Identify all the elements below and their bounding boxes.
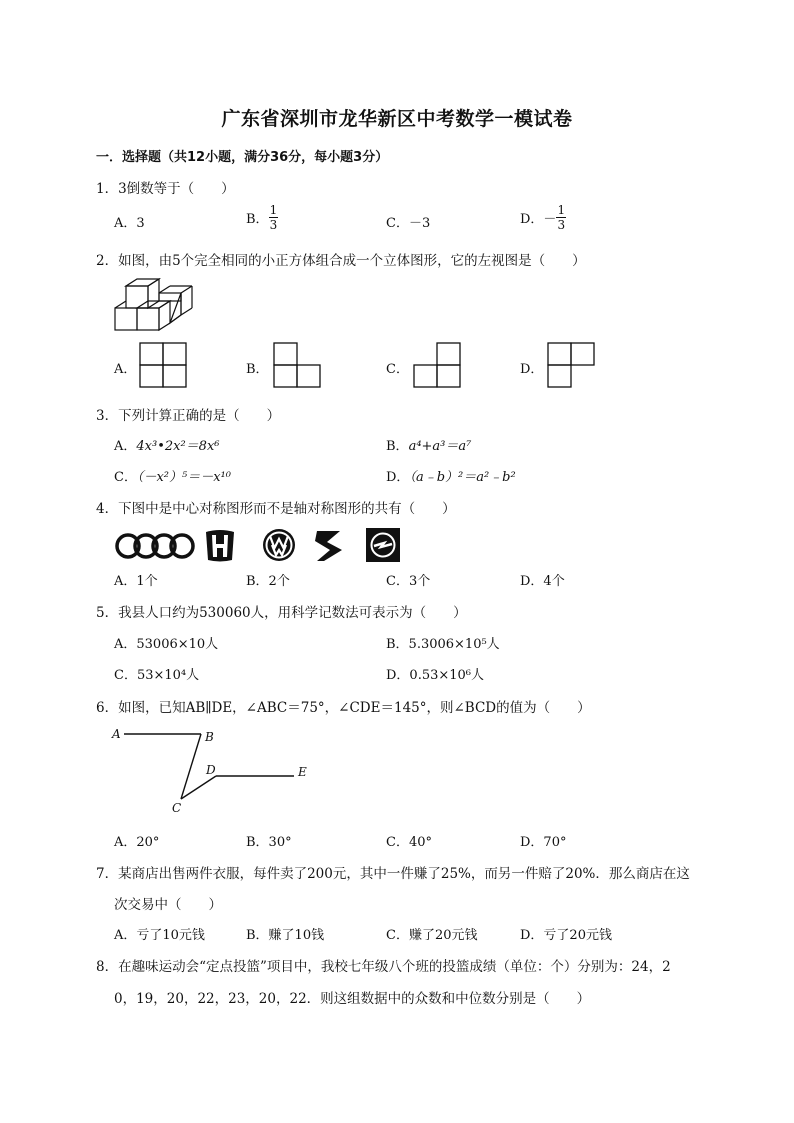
- question-3-stem: 3．下列计算正确的是（ ）: [96, 408, 281, 424]
- point-label-a: A: [112, 727, 121, 741]
- q1-option-d: D．－ $\frac{1}{3}$: [520, 203, 566, 232]
- section-heading: 一．选择题（共12小题，满分36分，每小题3分）: [96, 150, 389, 165]
- q2-option-b-label: B．: [246, 362, 269, 377]
- q7-option-a: A．亏了10元钱: [114, 928, 205, 943]
- q3-option-c: C．（－x²）⁵＝－x¹⁰: [114, 470, 231, 485]
- q2-option-c-figure: [413, 342, 461, 388]
- q4-option-a: A．1个: [114, 574, 158, 589]
- q4-option-b: B．2个: [246, 574, 290, 589]
- audi-logo-icon: [117, 535, 193, 557]
- question-5-stem: 5．我县人口约为530060人，用科学记数法可表示为（ ）: [96, 605, 467, 621]
- honda-logo-icon: [206, 530, 234, 562]
- q3-option-b: B．a⁴+a³＝a⁷: [386, 439, 472, 454]
- q1-option-a: A．3: [114, 216, 145, 231]
- q2-option-b-figure: [273, 342, 321, 388]
- question-7-stem-line2: 次交易中（ ）: [114, 897, 222, 913]
- q7-option-b: B．赚了10钱: [246, 928, 325, 943]
- question-2-stem: 2．如图，由5个完全相同的小正方体组合成一个立体图形，它的左视图是（ ）: [96, 253, 586, 269]
- q6-option-d: D．70°: [520, 835, 567, 850]
- fraction: $\frac{1}{3}$: [557, 203, 566, 232]
- fraction: $\frac{1}{3}$: [269, 203, 278, 232]
- q1-option-b: B． $\frac{1}{3}$: [246, 203, 278, 232]
- page-title: 广东省深圳市龙华新区中考数学一模试卷: [221, 108, 573, 130]
- q5-option-b: B．5.3006×10⁵人: [386, 637, 500, 652]
- question-8-stem-line2: 0，19，20，22，23，20，22．则这组数据中的众数和中位数分别是（ ）: [114, 991, 591, 1007]
- q2-option-d-figure: [547, 342, 595, 388]
- question-1-stem: 1．3倒数等于（ ）: [96, 181, 235, 197]
- q2-option-c-label: C．: [386, 362, 409, 377]
- q2-option-a-label: A．: [114, 362, 137, 377]
- point-label-c: C: [172, 801, 182, 815]
- question-8-stem-line1: 8．在趣味运动会“定点投篮”项目中，我校七年级八个班的投篮成绩（单位：个）分别为：24，2: [96, 959, 671, 975]
- q7-option-c: C．赚了20元钱: [386, 928, 478, 943]
- q7-option-d: D．亏了20元钱: [520, 928, 612, 943]
- car-logos-figure: [114, 526, 404, 564]
- suzuki-logo-icon: [315, 531, 342, 561]
- opel-logo-icon: [366, 528, 400, 562]
- point-label-b: B: [205, 730, 214, 744]
- q3-option-d: D．（a﹣b）²＝a²﹣b²: [386, 470, 516, 485]
- q1-option-c: C．－3: [386, 216, 431, 231]
- question-6-stem: 6．如图，已知AB∥DE，∠ABC＝75°，∠CDE＝145°，则∠BCD的值为（ ）: [96, 700, 591, 716]
- q5-option-d: D．0.53×10⁶人: [386, 668, 485, 683]
- question-4-stem: 4．下图中是中心对称图形而不是轴对称图形的共有（ ）: [96, 501, 456, 517]
- q6-option-b: B．30°: [246, 835, 292, 850]
- q3-option-a: A．4x³•2x²＝8x⁶: [114, 439, 220, 454]
- q5-option-a: A．53006×10人: [114, 637, 219, 652]
- q5-option-c: C．53×10⁴人: [114, 668, 200, 683]
- q2-option-d-label: D．: [520, 362, 544, 377]
- question-7-stem-line1: 7．某商店出售两件衣服，每件卖了200元，其中一件赚了25%，而另一件赔了20%．那么商店在这: [96, 866, 690, 882]
- q2-option-a-figure: [139, 342, 187, 388]
- q4-option-d: D．4个: [520, 574, 565, 589]
- point-label-e: E: [298, 765, 307, 779]
- q4-option-c: C．3个: [386, 574, 431, 589]
- q6-option-a: A．20°: [114, 835, 160, 850]
- cube-stack-figure: [112, 276, 188, 334]
- point-label-d: D: [206, 763, 216, 777]
- volkswagen-logo-icon: [263, 529, 295, 561]
- angle-figure: [108, 724, 328, 816]
- q6-option-c: C．40°: [386, 835, 432, 850]
